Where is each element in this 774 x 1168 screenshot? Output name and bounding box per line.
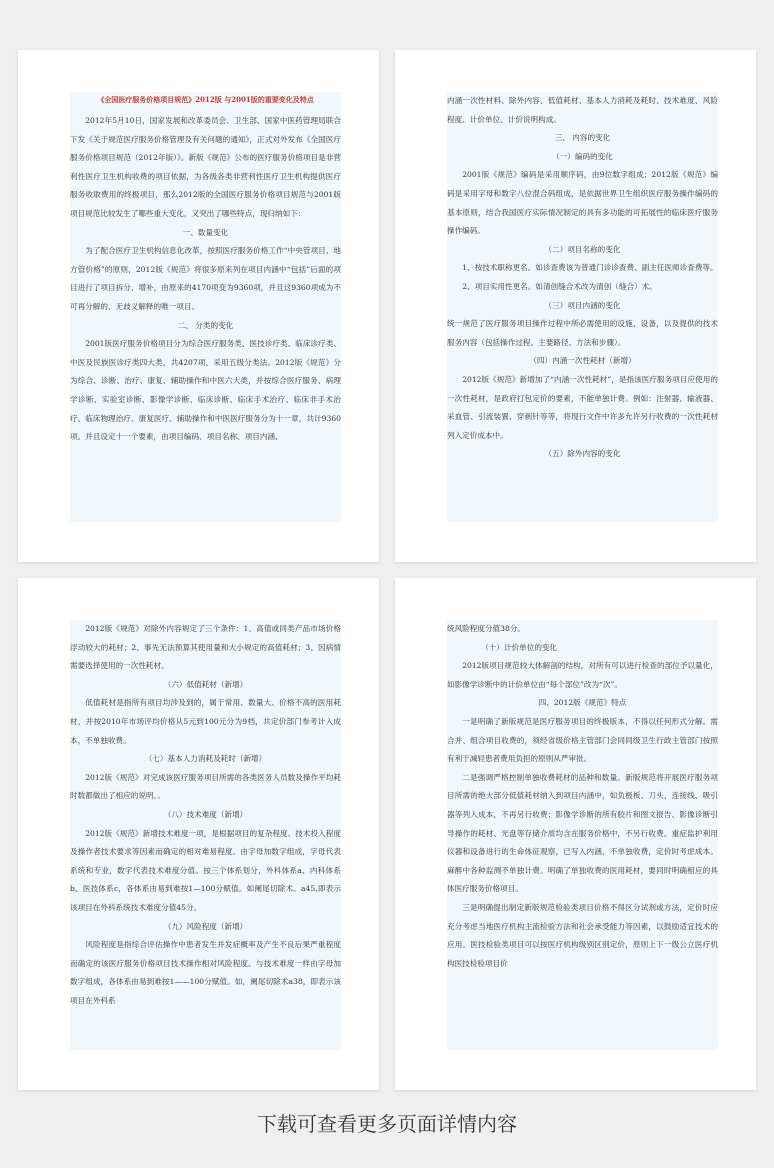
paragraph: 2001版《规范》编码是采用顺序码，由9位数字组成；2012版《规范》编码是采用字母和数字八位混合码组成，是依据世界卫生组织医疗服务操作编码的基本原则，结合我国医疗实际情况制定的具有多功能的可拓展性的临床医疗服务操作编码。 <box>447 170 718 236</box>
paragraph: 2012版《规范》新增技术难度一项，是根据项目的复杂程度、技术投入程度及操作者技术要求等因素而确定的相对难易程度。由字母加数字组成，字母代表系统和专业，数字代表技术难度分值。按三个体系划分，外科体系a、内科体系b、医技体系c，各体系由易到难按1—100分赋值。如阑尾切除术。a45,即表示该项目在外科系统技术难度分值45分。 <box>70 828 341 912</box>
paragraph: 2012年5月10日，国家发展和改革委员会、卫生部、国家中医药管理局联合下发《关于规范医疗服务价格管理及有关问题的通知》，正式对外发布《全国医疗服务价格项目规范（2012年版）》。新版《规范》公布的医疗服务价格项目是非营利性医疗卫生机构收费的项目依据，为各级各类非营利性医疗卫生机构提供医疗服务收取费用的终极项目，那么2012版的全国医疗服务价格项目规范与2001版项目规范比较发生了哪些重大变化，又突出了哪些特点，现归纳如下： <box>70 116 341 218</box>
section-heading: （五）除外内容的变化 <box>544 449 621 459</box>
document-page-1 <box>18 50 379 562</box>
section-heading: （四）内涵一次性耗材（新增） <box>529 356 636 366</box>
download-caption[interactable]: 下载可查看更多页面详情内容 <box>257 1112 517 1136</box>
paragraph: 2012版项目规范较大体解剖的结构，对所有可以进行检查的部位予以量化，如影像学诊断中的计价单位由“每个部位”改为“次”。 <box>447 661 718 689</box>
paragraph: 一是明确了新版规范是医疗服务项目的终极版本，不得以任何形式分解。需合并、组合项目收费的，须经省级价格主管部门会同同级卫生行政主管部门按照有利于减轻患者费用负担的原则从严审批。 <box>447 716 718 764</box>
page-content <box>447 92 718 522</box>
document-title: 《全国医疗服务价格项目规范》2012版 与2001版的重要变化及特点 <box>97 95 314 104</box>
paragraph: 内涵一次性材料、除外内容、低值耗材、基本人力消耗及耗时、技术难度、风险程度、计价单位、计价说明构成。 <box>447 96 718 124</box>
section-heading: （九）风险程度（新增） <box>163 921 248 931</box>
paragraph: 1、按技术职称更名。如诊查费该为普通门诊诊查费、副主任医师诊查费等。 <box>462 263 718 273</box>
document-page-4 <box>395 578 756 1090</box>
paragraph: 三是明确提出制定新版规范检验类项目价格不得区分试剂或方法，定价时应充分考虑当地医疗机构主流检验方法和社会承受能力等因素，以鼓励适宜技术的应用。医技检验类项目可以按医疗机构级别区别定价，原则上下一级公立医疗机构医技检验项目价 <box>447 902 718 968</box>
paragraph: 2001版医疗服务价格项目分为综合医疗服务类、医技诊疗类、临床诊疗类、中医及民族医诊疗类四大类，共4207项，采用五级分类法。2012版《规范》分为综合、诊断、治疗、康复、辅助操作和中医六大类，并按综合医疗服务、病理学诊断、实验室诊断、影像学诊断、临床诊断、临床手术治疗、临床非手术治疗、临床物理治疗、康复医疗、辅助操作和中医医疗服务分为十一章，共计9360项。并且设定十一个要素，由项目编码、项目名称、项目内涵、 <box>70 339 341 442</box>
paragraph: 2、项目实用性更名。如清创缝合术改为清创（缝合）术。 <box>462 281 657 291</box>
page-content <box>70 92 341 522</box>
paragraph: 2012版《规范》新增加了“内涵一次性耗材”，是指该医疗服务项目应使用的一次性耗材，是政府打包定价的要素，不能单独计费。例如：注射器、输液器、采血管、引流装置、穿刺针等等，将现行文件中许多允许另行收费的一次性耗材列入定价成本中。 <box>447 374 718 440</box>
paragraph: 2012版《规范》对除外内容规定了三个条件：1、高值或同类产品市场价格浮动较大的耗材；2、事先无法预算其使用量和大小规定的高值耗材；3、因病情需要选择使用的一次性耗材。 <box>70 624 341 671</box>
page-content <box>447 620 718 1050</box>
paragraph: 统风险程度分值38分。 <box>447 624 526 633</box>
section-heading: （二）项目名称的变化 <box>544 244 621 254</box>
page-content <box>70 620 341 1050</box>
paragraph: 统一规范了医疗服务项目操作过程中所必需使用的设施、设备，以及提供的技术服务内容（包括操作过程、主要路径、方法和步骤）。 <box>447 319 718 347</box>
paragraph: （十）计价单位的变化 <box>481 642 558 652</box>
document-page-3 <box>18 578 379 1090</box>
paragraph: 风险程度是指综合评估操作中患者发生并发症概率及产生不良后果严重程度而确定的该医疗服务价格项目技术操作相对风险程度。与技术难度一样由字母加数字组成，各体系由易到难按1——100分赋值。如，阑尾切除术a38，即表示该项目在外科系 <box>70 940 341 1005</box>
document-page-2 <box>395 50 756 562</box>
paragraph: 2012版《规范》对完成该医疗服务项目所需的各类医务人员数及操作平均耗时数都做出了相应的说明。。 <box>70 772 341 801</box>
section-heading: （一）编码的变化 <box>552 151 613 161</box>
section-heading: （三）项目内涵的变化 <box>544 300 621 310</box>
paragraph: 二是强调严格控制单独收费耗材的品种和数量。新版规范将开展医疗服务项目所需的绝大部分低值耗材纳入到项目内涵中，如负极板、刀头、连接线、吸引器等列入成本，不再另行收费；影像学诊断的所有胶片和图文报告、影像诊断引导操作的耗材、光盘等存储介质均含在服务价格中，不另行收费。重症监护利用仪器和设备进行的生命体征观察，已写入内涵，不单独收费，定价时考虑成本。麻醉中各种监测不单独计费。明确了单独收费的医用耗材，要同时明确相应的具体医疗服务价格项目。 <box>447 772 718 894</box>
section-heading: 四、2012版《规范》特点 <box>538 698 627 708</box>
section-heading: （七）基本人力消耗及耗时（新增） <box>144 754 267 764</box>
section-heading: （六）低值耗材（新增） <box>163 679 248 689</box>
section-heading: 二、 分类的变化 <box>177 320 234 330</box>
section-heading: （八）技术难度（新增） <box>163 809 248 819</box>
paragraph: 为了配合医疗卫生机构信息化改革，按照医疗服务价格工作“中央管项目、地方管价格”的原则，2012版《规范》将很多原来列在项目内涵中“包括”后面的项目进行了项目拆分、增补，由原来的4170项变为9360项，并且这9360项成为不可再分解的、无歧义解释的唯一项目。 <box>70 246 341 311</box>
paragraph: 低值耗材是指所有项目均涉及到的，属于常用、数量大、价格不高的医用耗材，并按2010年市场评均价格从5元到100元分为9档，共定价部门参考计入成本，不单独收费。 <box>70 698 341 745</box>
section-heading: 一、数量变化 <box>182 227 229 237</box>
section-heading: 三、 内容的变化 <box>554 133 611 143</box>
